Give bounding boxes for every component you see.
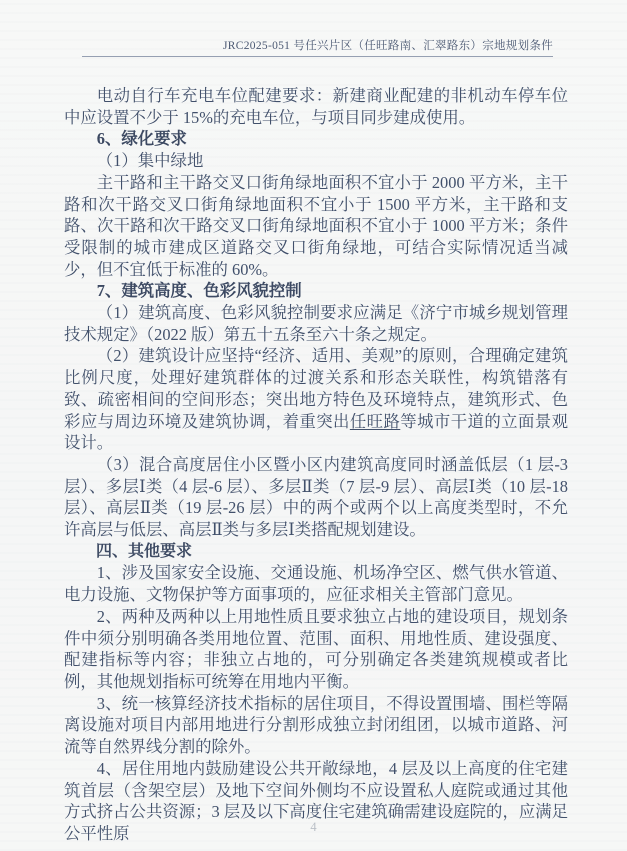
paragraph-text-after-underline: 等城市干道的立面景观设计。 (64, 411, 569, 453)
header-divider-line (82, 56, 553, 57)
subheading-concentrated-green: （1）集中绿地 (96, 151, 204, 171)
page-number: 4 (310, 820, 317, 834)
document-body (64, 85, 568, 845)
section-heading-greening: 6、绿化要求 (96, 129, 187, 149)
paragraph-height-control-3: （3）混合高度居住小区暨小区内建筑高度同时涵盖低层（1 层-3 层）、多层Ⅰ类（4 层-6 层）、多层Ⅱ类（7 层-9 层）、高层Ⅰ类（10 层-18 层）、高层Ⅱ类（19 层-26 层）中的两个或两个以上高度类型时，不允许高层与低层、高层Ⅱ类与多层Ⅰ类搭配规划建设。 (64, 454, 568, 540)
document-header-title: JRC2025-051 号任兴片区（任旺路南、汇翠路东）宗地规划条件 (223, 40, 553, 52)
paragraph-height-control-2 (64, 345, 568, 454)
paragraph-height-control-1: （1）建筑高度、色彩风貌控制要求应满足《济宁市城乡规划管理技术规定》（2022 版）第五十五条至六十条之规定。 (64, 303, 568, 344)
paragraph-text-before-underline: （2）建筑设计应坚持“经济、适用、美观”的原则，合理确定建筑比例尺度，处理好建筑群体的过渡关系和形态关联性，构筑错落有致、疏密相间的空间形态；突出地方特色及环境特点，建筑形式、色彩应与周边环境及建筑协调，着重突出 (64, 346, 568, 431)
underlined-road-name: 任旺路 (349, 411, 401, 431)
paragraph-green-area-sizes: 主干路和主干路交叉口街角绿地面积不宜小于 2000 平方米，主干路和次干路交叉口街角绿地面积不宜小于 1500 平方米，主干路和支路、次干路和次干路交叉口街角绿地面积不宜小于 1000 平方米；条件受限制的城市建成区道路交叉口街角绿地，可结合实际情况适当减少，但不宜低于标准的 60%。 (64, 172, 568, 279)
paragraph-other-2: 2、两种及两种以上用地性质且要求独立占地的建设项目，规划条件中须分别明确各类用地位置、范围、面积、用地性质、建设强度、配建指标等内容；非独立占地的，可分别确定各类建筑规模或者比例，其他规划指标可统筹在用地内平衡。 (64, 606, 568, 691)
paragraph-ebike-charging: 电动自行车充电车位配建要求：新建商业配建的非机动车停车位中应设置不少于 15%的充电车位，与项目同步建成使用。 (64, 86, 568, 127)
paragraph-other-3: 3、统一核算经济技术指标的居住项目，不得设置围墙、围栏等隔离设施对项目内部用地进行分割形成独立封闭组团，以城市道路、河流等自然界线分割的除外。 (64, 693, 568, 757)
paragraph-other-4: 4、居住用地内鼓励建设公共开敞绿地，4 层及以上高度的住宅建筑首层（含架空层）及地下空间外侧均不应设置私人庭院或通过其他方式挤占公共资源；3 层及以下高度住宅建筑确需建设庭院的，应满足公平性原 (64, 758, 569, 843)
section-heading-other-requirements: 四、其他要求 (96, 542, 193, 560)
section-heading-building-height: 7、建筑高度、色彩风貌控制 (96, 281, 302, 301)
paragraph-other-1: 1、涉及国家安全设施、交通设施、机场净空区、燃气供水管道、电力设施、文物保护等方面事项的，应征求相关主管部门意见。 (64, 563, 568, 605)
